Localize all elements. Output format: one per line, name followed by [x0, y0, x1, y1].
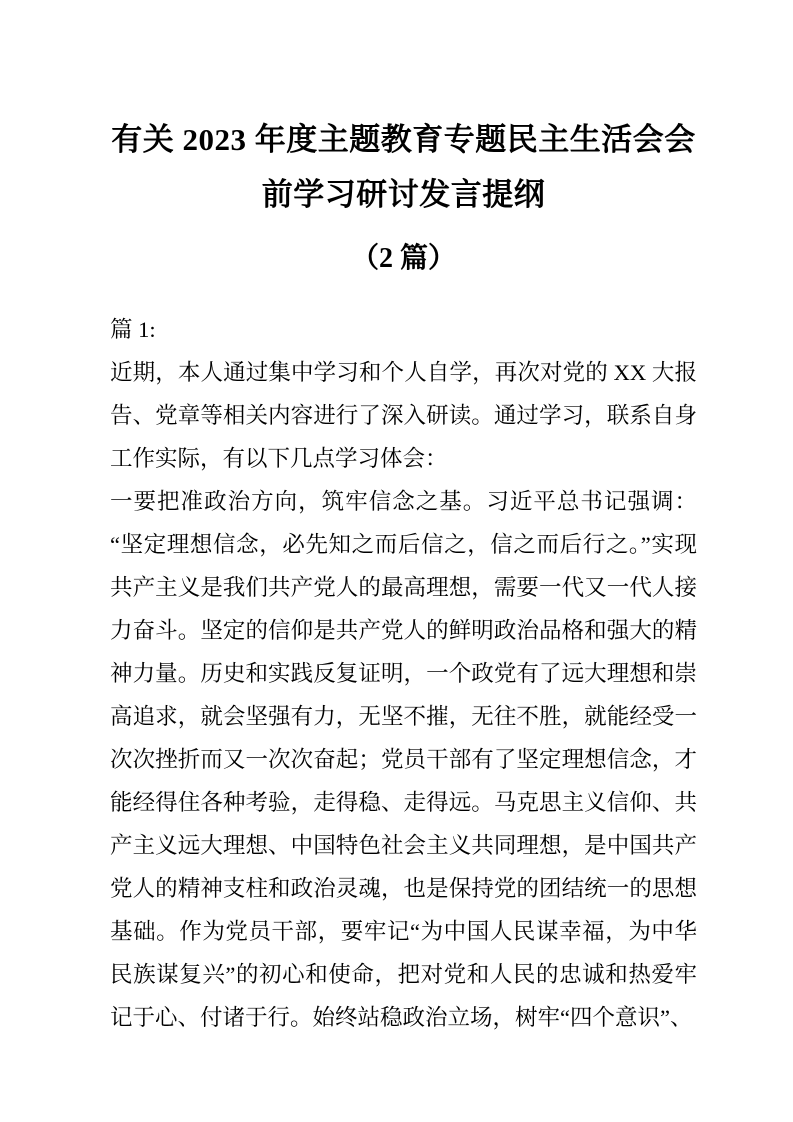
paragraph-2: 一要把准政治方向，筑牢信念之基。习近平总书记强调：“坚定理想信念，必先知之而后信之，信之而后行之。”实现共产主义是我们共产党人的最高理想，需要一代又一代人接力奋斗。坚定的信仰是共产党人的鲜明政治品格和强大的精神力量。历史和实践反复证明，一个政党有了远大理想和崇高追求，就会坚强有力，无坚不摧，无往不胜，就能经受一次次挫折而又一次次奋起；党员干部有了坚定理想信念，才能经得住各种考验，走得稳、走得远。马克思主义信仰、共产主义远大理想、中国特色社会主义共同理想，是中国共产党人的精神支柱和政治灵魂，也是保持党的团结统一的思想基础。作为党员干部，要牢记“为中国人民谋幸福，为中华民族谋复兴”的初心和使命，把对党和人民的忠诚和热爱牢记于心、付诸于行。始终站稳政治立场，树牢“四个意识”、: [110, 489, 697, 1030]
document-title: 有关 2023 年度主题教育专题民主生活会会前学习研讨发言提纲: [111, 122, 696, 212]
paragraph-1: 近期，本人通过集中学习和个人自学，再次对党的 XX 大报告、党章等相关内容进行了深入研读。通过学习，联系自身工作实际，有以下几点学习体会：: [110, 360, 697, 471]
document-body: [110, 308, 697, 1039]
section-label: 篇 1:: [110, 317, 156, 342]
document-subtitle: （2 篇）: [350, 243, 456, 274]
